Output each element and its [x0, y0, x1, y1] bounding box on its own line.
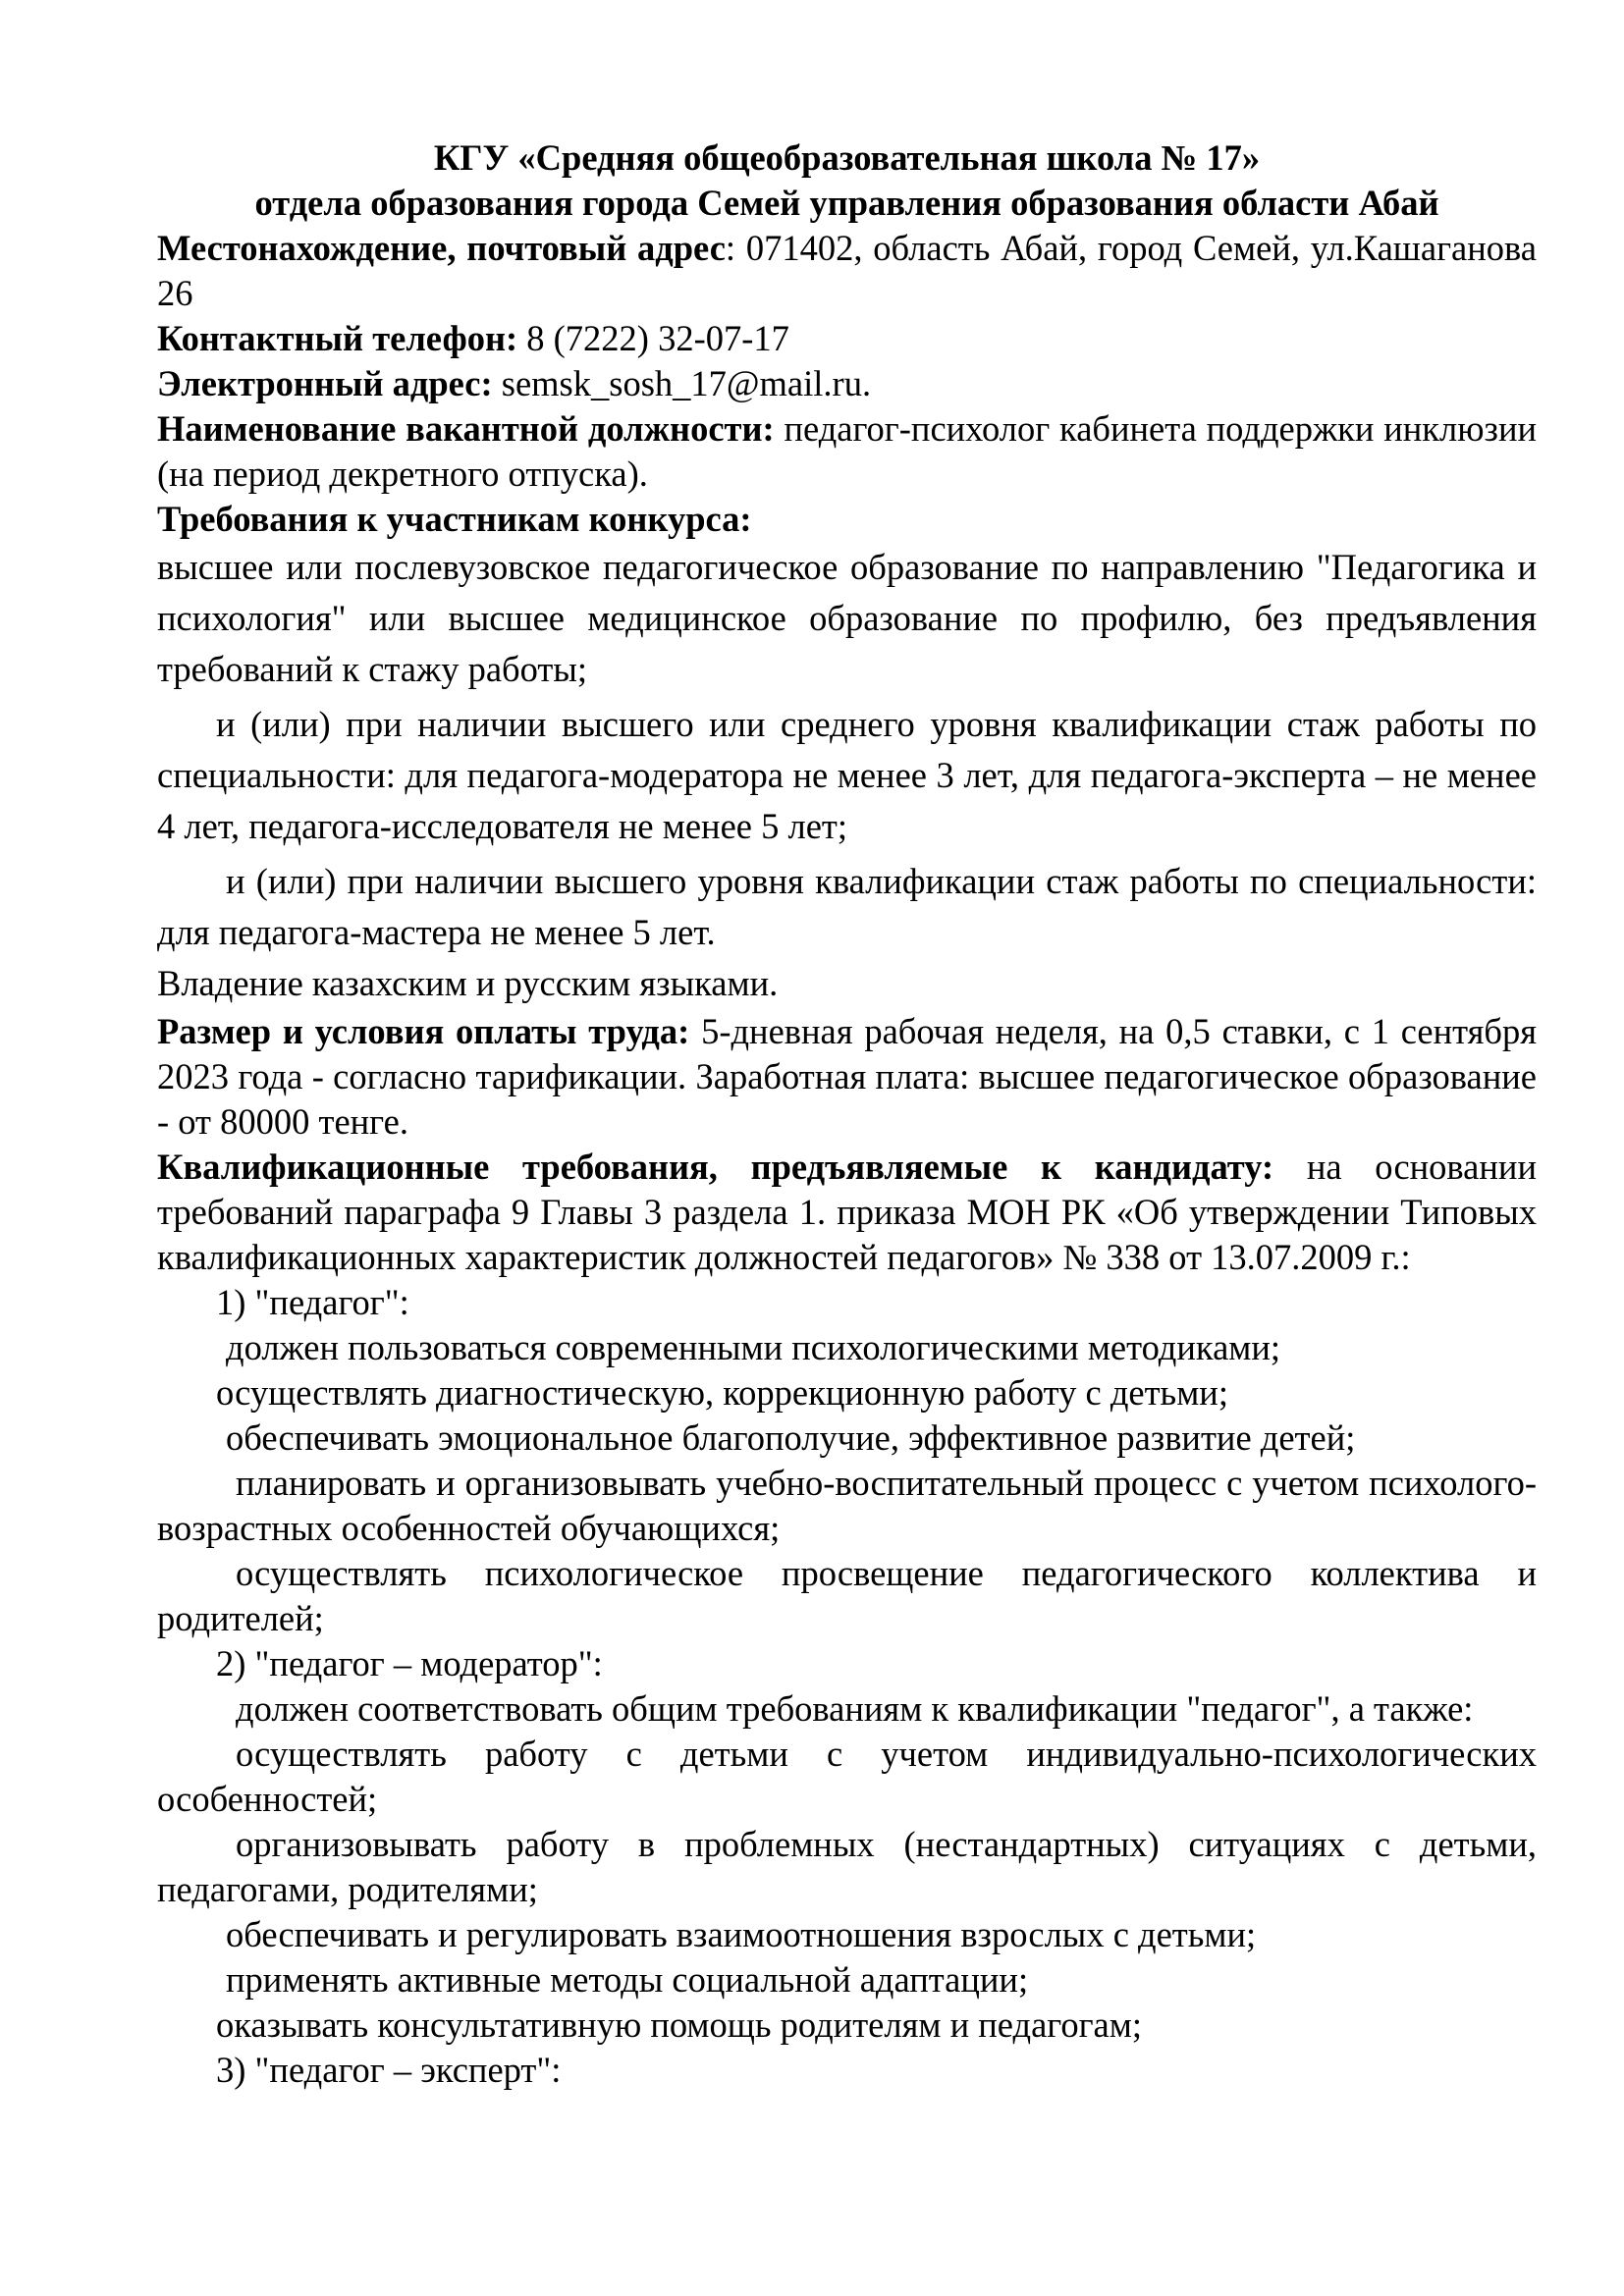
qualification-paragraph: [157, 1145, 1537, 1280]
email-label: Электронный адрес:: [157, 363, 493, 403]
level2-item: оказывать консультативную помощь родителям и педагогам;: [216, 2004, 1142, 2045]
requirements-experience-moderator: и (или) при наличии высшего или среднего уровня квалификации стаж работы по специальности: для педагога-модератора не менее 3 лет, для педагога-эксперта – не менее 4 лет, педагога-исследователя не менее 5 лет;: [157, 704, 1537, 846]
level2-item: организовывать работу в проблемных (нестандартных) ситуациях с детьми, педагогами, родителями;: [157, 1824, 1537, 1909]
document-page: [157, 135, 1537, 2093]
requirements-languages: Владение казахским и русским языками.: [157, 963, 779, 1003]
location-label: Местонахождение, почтовый адрес: [157, 228, 726, 268]
level2-item: осуществлять работу с детьми с учетом индивидуально-психологических особенностей;: [157, 1734, 1537, 1819]
email-paragraph: [157, 361, 1537, 406]
level2-item: применять активные методы социальной адаптации;: [226, 1959, 1029, 2000]
level1-title: 1) "педагог":: [216, 1282, 409, 1322]
qualification-value: на основании требований параграфа 9 Главы 3 раздела 1. приказа МОН РК «Об утверждении Типовых квалификационных характеристик должностей педагогов» № 338 от 13.07.2009 г.:: [157, 1147, 1537, 1277]
school-name: КГУ «Средняя общеобразовательная школа № 17»: [433, 137, 1261, 178]
level1-item: должен пользоваться современными психологическими методиками;: [226, 1327, 1281, 1367]
location-paragraph: [157, 226, 1537, 316]
level3-title: 3) "педагог – эксперт":: [216, 2050, 562, 2090]
requirements-experience-master: и (или) при наличии высшего уровня квалификации стаж работы по специальности: для педагога-мастера не менее 5 лет.: [157, 861, 1537, 952]
phone-paragraph: [157, 316, 1537, 361]
email-value: semsk_sosh_17@mail.ru.: [492, 363, 872, 403]
level1-item: осуществлять психологическое просвещение педагогического коллектива и родителей;: [157, 1553, 1537, 1638]
vacancy-paragraph: [157, 406, 1537, 497]
vacancy-value: педагог-психолог кабинета поддержки инклюзии (на период декретного отпуска).: [157, 408, 1538, 494]
level1-item: планировать и организовывать учебно-воспитательный процесс с учетом психолого-возрастных особенностей обучающихся;: [157, 1463, 1537, 1548]
level2-title: 2) "педагог – модератор":: [216, 1643, 603, 1683]
vacancy-label: Наименование вакантной должности:: [157, 408, 775, 449]
location-value: : 071402, область Абай, город Семей, ул.Кашаганова 26: [157, 228, 1537, 313]
salary-label: Размер и условия оплаты труда:: [157, 1011, 690, 1051]
qualification-label: Квалификационные требования, предъявляемые к кандидату:: [157, 1147, 1274, 1187]
salary-value: 5-дневная рабочая неделя, на 0,5 ставки, с 1 сентября 2023 года - согласно тарификации. Заработная плата: высшее педагогическое образование - от 80000 тенге.: [157, 1011, 1537, 1142]
level1-item: осуществлять диагностическую, коррекционную работу с детьми;: [216, 1372, 1228, 1413]
requirements-education: высшее или послевузовское педагогическое образование по направлению "Педагогика и психология" или высшее медицинское образование по профилю, без предъявления требований к стажу работы;: [157, 547, 1537, 689]
level2-item: обеспечивать и регулировать взаимоотношения взрослых с детьми;: [226, 1914, 1257, 1954]
department-name: отдела образования города Семей управления образования области Абай: [254, 183, 1439, 223]
phone-value: 8 (7222) 32-07-17: [517, 318, 789, 358]
level1-item: обеспечивать эмоциональное благополучие, эффективное развитие детей;: [226, 1417, 1356, 1458]
requirements-heading: Требования к участникам конкурса:: [157, 499, 752, 539]
salary-paragraph: [157, 1009, 1537, 1145]
level2-item: должен соответствовать общим требованиям к квалификации "педагог", а также:: [236, 1688, 1474, 1729]
phone-label: Контактный телефон:: [157, 318, 518, 358]
